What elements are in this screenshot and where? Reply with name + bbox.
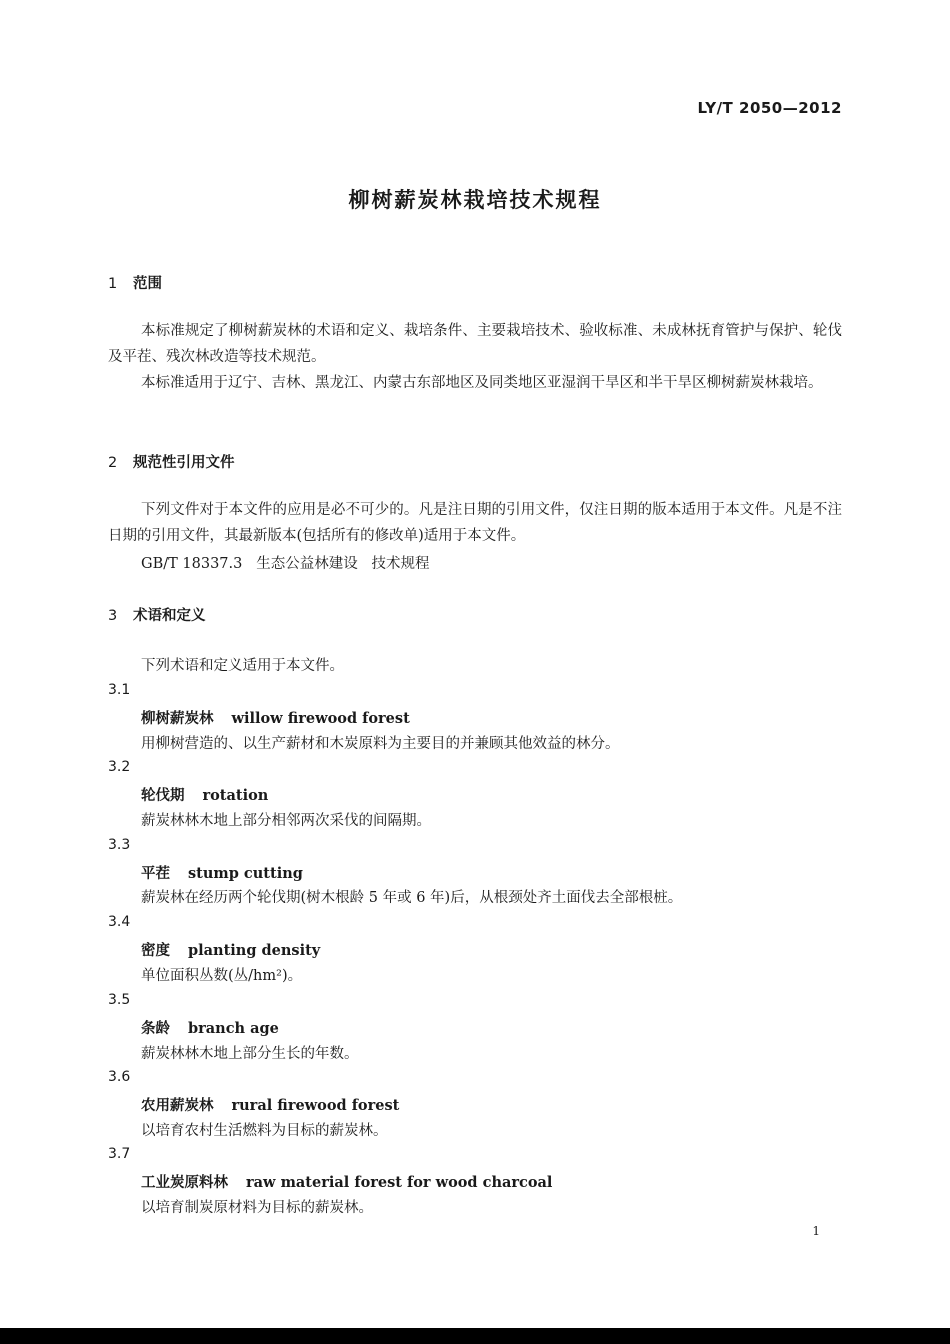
scope-paragraph-2: 本标准适用于辽宁、吉林、黑龙江、内蒙古东部地区及同类地区亚湿润干旱区和半干旱区柳树薪炭林栽培。 [141,375,823,391]
term-english: willow firewood forest [231,710,410,727]
term-heading [141,1171,552,1192]
section-number: 1 [108,276,118,292]
section-number: 2 [108,455,118,471]
term-heading [141,784,268,805]
document-title: 柳树薪炭林栽培技术规程 [348,188,602,212]
term-english: branch age [188,1020,279,1037]
section-3-heading [108,604,206,625]
references-paragraph: 下列文件对于本文件的应用是必不可少的。凡是注日期的引用文件，仅注日期的版本适用于本文件。凡是不注日期的引用文件，其最新版本(包括所有的修改单)适用于本文件。 [108,502,842,544]
term-chinese: 平茬 [141,866,170,882]
term-number: 3.3 [108,837,131,853]
term-definition: 薪炭林在经历两个轮伐期(树木根龄 5 年或 6 年)后，从根颈处齐土面伐去全部根桩。 [141,890,683,906]
term-definition: 薪炭林林木地上部分相邻两次采伐的间隔期。 [141,813,431,829]
term-chinese: 工业炭原料林 [141,1175,228,1191]
term-definition: 以培育制炭原材料为目标的薪炭林。 [141,1200,373,1216]
term-heading [141,939,320,960]
term-number: 3.1 [108,682,131,698]
term-definition: 薪炭林林木地上部分生长的年数。 [141,1046,359,1062]
section-title: 规范性引用文件 [133,455,235,471]
term-heading [141,1017,279,1038]
standard-code: LY/T 2050—2012 [697,99,842,117]
term-chinese: 柳树薪炭林 [141,711,214,727]
term-number: 3.2 [108,759,131,775]
term-number: 3.6 [108,1069,131,1085]
term-heading [141,862,303,883]
term-definition: 以培育农村生活燃料为目标的薪炭林。 [141,1123,388,1139]
section-1-heading [108,272,162,293]
term-number: 3.5 [108,992,131,1008]
term-number: 3.7 [108,1146,131,1162]
section-title: 术语和定义 [133,608,206,624]
term-english: rural firewood forest [231,1097,400,1114]
section-title: 范围 [133,276,162,292]
scope-paragraph-1: 本标准规定了柳树薪炭林的术语和定义、栽培条件、主要栽培技术、验收标准、未成林抚育管护与保护、轮伐及平茬、残次林改造等技术规范。 [108,323,842,365]
term-english: rotation [202,787,269,804]
section-number: 3 [108,608,118,624]
term-chinese: 农用薪炭林 [141,1098,214,1114]
term-english: stump cutting [188,865,303,882]
term-english: planting density [188,942,321,959]
term-english: raw material forest for wood charcoal [246,1174,553,1191]
term-number: 3.4 [108,914,131,930]
term-definition: 单位面积丛数(丛/hm²)。 [141,968,303,984]
term-chinese: 轮伐期 [141,788,185,804]
page-bottom-edge [0,1328,950,1344]
term-heading [141,1094,399,1115]
term-heading [141,707,410,728]
term-chinese: 条龄 [141,1021,170,1037]
reference-entry: GB/T 18337.3 生态公益林建设 技术规程 [141,556,430,572]
term-definition: 用柳树营造的、以生产薪材和木炭原料为主要目的并兼顾其他效益的林分。 [141,736,620,752]
page-number: 1 [812,1224,820,1238]
term-chinese: 密度 [141,943,170,959]
terms-intro: 下列术语和定义适用于本文件。 [141,658,344,674]
section-2-heading [108,451,235,472]
